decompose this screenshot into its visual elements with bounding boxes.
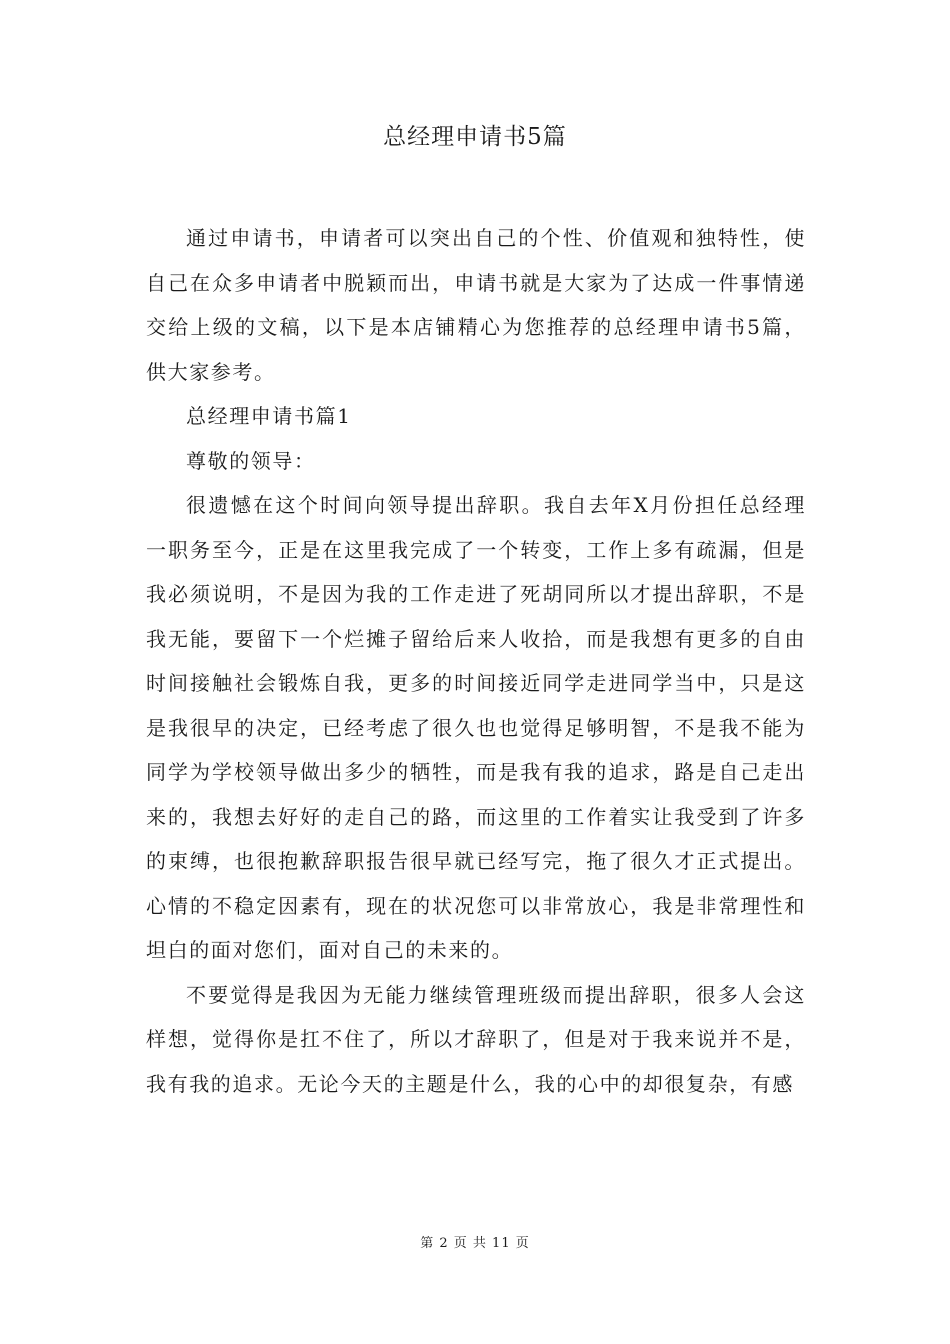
document-body <box>146 216 806 1106</box>
paragraph-intro: 通过申请书，申请者可以突出自己的个性、价值观和独特性，使自己在众多申请者中脱颖而出，申请书就是大家为了达成一件事情递交给上级的文稿，以下是本店铺精心为您推荐的总经理申请书5篇，供大家参考。 <box>146 226 806 384</box>
document-title: 总经理申请书5篇 <box>383 124 567 150</box>
salutation: 尊敬的领导： <box>186 448 316 473</box>
section-heading: 总经理申请书篇1 <box>186 404 352 428</box>
page-footer: 第 2 页 共 11 页 <box>420 1236 530 1251</box>
paragraph-body-1: 很遗憾在这个时间向领导提出辞职。我自去年X月份担任总经理一职务至今，正是在这里我完成了一个转变，工作上多有疏漏，但是我必须说明，不是因为我的工作走进了死胡同所以才提出辞职，不是我无能，要留下一个烂摊子留给后来人收拾，而是我想有更多的自由时间接触社会锻炼自我，更多的时间接近同学走进同学当中，只是这是我很早的决定，已经考虑了很久也也觉得足够明智，不是我不能为同学为学校领导做出多少的牺牲，而是我有我的追求，路是自己走出来的，我想去好好的走自己的路，而这里的工作着实让我受到了许多的束缚，也很抱歉辞职报告很早就已经写完，拖了很久才正式提出。心情的不稳定因素有，现在的状况您可以非常放心，我是非常理性和坦白的面对您们，面对自己的未来的。 <box>146 493 806 962</box>
paragraph-body-2: 不要觉得是我因为无能力继续管理班级而提出辞职，很多人会这样想，觉得你是扛不住了，所以才辞职了，但是对于我来说并不是，我有我的追求。无论今天的主题是什么，我的心中的却很复杂，有感 <box>146 982 806 1096</box>
